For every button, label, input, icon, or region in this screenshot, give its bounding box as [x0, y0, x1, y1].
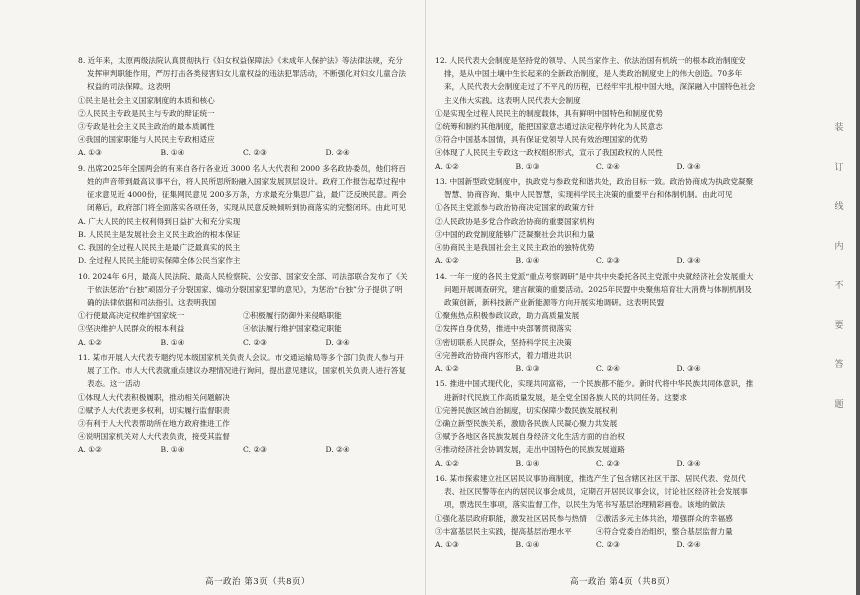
question-stem: 13. 中国新型政党制度中，执政党与参政党和谐共处，政治目标一致。政治协商成为执政党凝聚智慧、协商咨询、集中人民智慧，实现科学民主决策的重要平台和体制机制。由此可见 [435, 177, 754, 200]
page-footer: 高一政治 第4页（共8页） [570, 577, 676, 587]
question-stem: 12. 人民代表大会制度是坚持党的领导、人民当家作主、依法治国有机统一的根本政治制度安排，是从中国土壤中生长起来的全新政治制度，是人类政治制度史上的伟大创造。70多年来，人民代表大会制度走过了不平凡的历程，已经牢牢扎根中国大地，深深融入中国特色社会主义伟大实践。这表明人民代表大会制度 [435, 56, 756, 105]
option-statement: ②赋予人大代表更多权利，切实履行监督职责 [78, 405, 230, 415]
answer-choice[interactable]: D. ③④ [676, 256, 701, 266]
answer-choice[interactable]: D. ③④ [325, 337, 350, 347]
answer-choice[interactable]: D. ②④ [676, 540, 701, 550]
option-statement: ①完善民族区域自治制度，切实保障少数民族发展权利 [435, 405, 618, 415]
option-statement: ④我国的国家职能与人民民主专政相适应 [78, 135, 215, 145]
answer-choice[interactable]: D. ③④ [676, 161, 701, 171]
option-statement: ①行使最高决定权维护国家统一 [78, 311, 185, 321]
option-row [435, 512, 757, 525]
answer-choice[interactable]: C. ②④ [596, 364, 620, 374]
option-statement: ①各民主党派参与政治协商决定国家的政策方针 [435, 203, 595, 213]
option-statement: A. 广大人民的民主权利得到日益扩大和充分实现 [78, 216, 241, 226]
question-column-right [435, 54, 757, 553]
option-statement: ③赋予各地区各民族发展自身经济文化生活方面的自治权 [435, 432, 625, 442]
answer-choice[interactable]: A. ①② [435, 161, 459, 171]
option-statement: ③专政是社会主义民主政治的最本质属性 [78, 122, 215, 132]
answer-choices [435, 538, 757, 551]
option-statement: ①聚焦热点积极参政议政，助力高质量发展 [435, 311, 580, 321]
option-statement: ①是实现全过程人民民主的制度载体，具有鲜明中国特色和制度优势 [435, 108, 663, 118]
answer-choice[interactable]: C. ②③ [243, 445, 267, 455]
option-statement: ④符合党委自治组织，整合基层监督力量 [596, 526, 733, 536]
question-block [435, 377, 757, 469]
answer-choice[interactable]: C. ②③ [243, 148, 267, 158]
option-statement: ④推动经济社会协调发展，走出中国特色的民族发展道路 [435, 445, 625, 455]
option-statement: ③密切联系人民群众，坚持科学民主决策 [435, 337, 572, 347]
question-block [435, 270, 757, 376]
answer-choice[interactable]: A. ①② [78, 337, 102, 347]
page-footer: 高一政治 第3页（共8页） [205, 577, 311, 587]
option-statement: ④体现了人民民主专政这一政权组织形式，宣示了我国政权的人民性 [435, 148, 663, 158]
option-row [78, 309, 408, 322]
question-column-left [78, 54, 408, 459]
option-statement: ②人民政协是多党合作政治协商的重要国家机构 [435, 216, 595, 226]
answer-choices [78, 146, 408, 159]
option-statement: B. 人民民主是发展社会主义民主政治的根本保证 [78, 229, 241, 239]
binding-note-char: 线 [834, 202, 844, 213]
binding-note-char: 不 [834, 281, 844, 292]
option-statement: ①民主是社会主义国家制度的本质和核心 [78, 95, 215, 105]
option-statement: ②积极履行防御外来侵略职能 [243, 311, 342, 321]
option-statement: ③坚决维护人民群众的根本利益 [78, 324, 185, 334]
option-statement: ③有利于人大代表帮助所在地方政府推进工作 [78, 419, 230, 429]
option-statement: ④说明国家机关对人大代表负责，接受其监督 [78, 432, 230, 442]
answer-choice[interactable]: A. ①③ [435, 540, 459, 550]
answer-choice[interactable]: C. ②③ [596, 540, 620, 550]
question-stem: 11. 某市开展人大代表专题约见本级国家机关负责人会议。市交通运输局等多个部门负责人参与开展了工作。市人大代表就重点建议办理情况进行询问，提出意见建议，国家机关负责人进行答复表态。这一活动 [78, 353, 406, 389]
question-block [78, 351, 408, 457]
option-statement: C. 我国的全过程人民民主是最广泛最真实的民主 [78, 243, 241, 253]
option-statement: ②人民民主专政是民主与专政的辩证统一 [78, 108, 215, 118]
scan-edge [856, 0, 860, 595]
question-block [435, 472, 757, 551]
answer-choice[interactable]: A. ①② [435, 364, 459, 374]
question-stem: 8. 近年来，太原两级法院认真贯彻执行《妇女权益保障法》《未成年人保护法》等法律法规，充分发挥审判职能作用，严厉打击各类侵害妇女儿童权益的违法犯罪活动，不断强化对妇女儿童合法权益的司法保障。这表明 [78, 56, 406, 92]
option-row [435, 525, 757, 538]
answer-choice[interactable]: D. ③④ [676, 458, 701, 468]
answer-choice[interactable]: D. ②④ [325, 445, 350, 455]
answer-choice[interactable]: A. ①② [435, 458, 459, 468]
option-statement: ④协商民主是我国社会主义民主政治的独特优势 [435, 243, 595, 253]
answer-choice[interactable]: B. ①③ [515, 364, 540, 374]
question-block [78, 270, 408, 349]
binding-note-char: 订 [834, 162, 844, 173]
answer-choice[interactable]: D. ②④ [325, 148, 350, 158]
answer-choice[interactable]: B. ①④ [160, 148, 185, 158]
answer-choices [435, 254, 757, 267]
binding-note-char: 装 [834, 123, 844, 133]
option-statement: ④依法履行维护国家稳定职能 [243, 324, 342, 334]
question-block [435, 54, 757, 173]
answer-choice[interactable]: B. ①④ [515, 458, 540, 468]
answer-choice[interactable]: A. ①② [78, 445, 102, 455]
answer-choice[interactable]: A. ①② [435, 256, 459, 266]
answer-choices [435, 457, 757, 470]
option-statement: ③符合中国基本国情，具有保证党领导人民有效治理国家的优势 [435, 135, 648, 145]
exam-page-right [425, 0, 860, 595]
question-block [78, 54, 408, 160]
option-statement: ④完善政治协商内容形式，着力增进共识 [435, 350, 572, 360]
option-statement: ②统筹和制约其他制度，能把国家意志通过法定程序转化为人民意志 [435, 122, 663, 132]
option-statement: ②激活多元主体共治，增强群众的幸福感 [596, 513, 733, 523]
question-stem: 14. 一年一度的各民主党派“重点考察调研”是中共中央委托各民主党派中央就经济社会发展重大问题开展调查研究，建言献策的重要活动。2025年民盟中央聚焦培育壮大消费与体制机制及政策创新，新科技新产业新能源等方向开展实地调研。这表明民盟 [435, 271, 754, 308]
question-block [78, 162, 408, 268]
option-statement: ②确立新型民族关系，激励各民族人民凝心聚力共发展 [435, 419, 618, 429]
option-statement: ①体现人大代表积极履职，推动相关问题解决 [78, 392, 230, 402]
answer-choices [78, 443, 408, 456]
option-statement: ③丰富基层民主实践，提高基层治理水平 [435, 526, 572, 536]
answer-choice[interactable]: C. ②③ [596, 458, 620, 468]
answer-choices [78, 336, 408, 349]
question-block [435, 175, 757, 267]
answer-choice[interactable]: B. ①③ [515, 161, 540, 171]
option-row [78, 322, 408, 335]
answer-choice[interactable]: B. ①④ [160, 337, 185, 347]
binding-note-char: 内 [834, 241, 844, 252]
exam-page-left [0, 0, 425, 595]
answer-choice[interactable]: A. ①③ [78, 148, 102, 158]
option-statement: ①强化基层政府职能，激发社区居民参与热情 [435, 513, 587, 523]
question-stem: 15. 推进中国式现代化，实现共同富裕，一个民族都不能少。新时代将中华民族共同体意识，推进新时代民族工作高质量发展，是全党全国各族人民的共同任务。这要求 [435, 379, 754, 402]
answer-choice[interactable]: C. ②③ [243, 337, 267, 347]
answer-choice[interactable]: C. ②④ [596, 161, 620, 171]
answer-choice[interactable]: D. ③④ [676, 364, 701, 374]
binding-note-char: 题 [834, 399, 844, 410]
answer-choices [435, 160, 757, 173]
answer-choice[interactable]: B. ①④ [515, 540, 540, 550]
option-statement: ②发挥自身优势，推进中央部署贯彻落实 [435, 324, 572, 334]
answer-choice[interactable]: C. ②③ [596, 256, 620, 266]
binding-note-char: 要 [834, 320, 844, 331]
binding-note-char: 答 [834, 360, 844, 371]
answer-choices [435, 362, 757, 375]
question-stem: 10. 2024年 6月，最高人民法院、最高人民检察院、公安部、国家安全部、司法部联合发布了《关于依法惩治“台独”顽固分子分裂国家、煽动分裂国家犯罪的意见》，为惩治“台独”分子提供了明确的法律依据和司法指引。这表明我国 [78, 271, 408, 308]
option-statement: D. 全过程人民民主能切实保障全体公民当家作主 [78, 256, 241, 266]
binding-line-note [826, 120, 852, 410]
question-stem: 16. 某市探索建立社区居民议事协商制度，推选产生了包含辖区社区干部、居民代表、党员代表、社区民警等在内的居民议事会成员，定期召开居民议事会议，讨论社区经济社会发展事项，票选民生事项，落实监督工作，以民生为笔书写基层治理精彩画卷。该地的做法 [435, 474, 748, 510]
answer-choice[interactable]: B. ①④ [515, 256, 540, 266]
question-stem: 9. 出席2025年全国两会的有来自各行各业近 3000 名人大代表和 2000 多名政协委员，他们将百姓的声音带到最高议事平台，将人民所思所盼融入国家发展顶层设计。政府工作报告起草过程中征求意见近 4000份，征集网民意见 200多万条，方求最充分集思广益，最广泛反映民意。两会闭幕后，政府部门将全面落实各项任务，实现从民意反映倾听到协商落实的完整闭环。由此可见 [78, 163, 407, 213]
answer-choice[interactable]: B. ①④ [160, 445, 185, 455]
option-statement: ③中国的政党制度能够广泛凝聚社会共识和力量 [435, 229, 595, 239]
